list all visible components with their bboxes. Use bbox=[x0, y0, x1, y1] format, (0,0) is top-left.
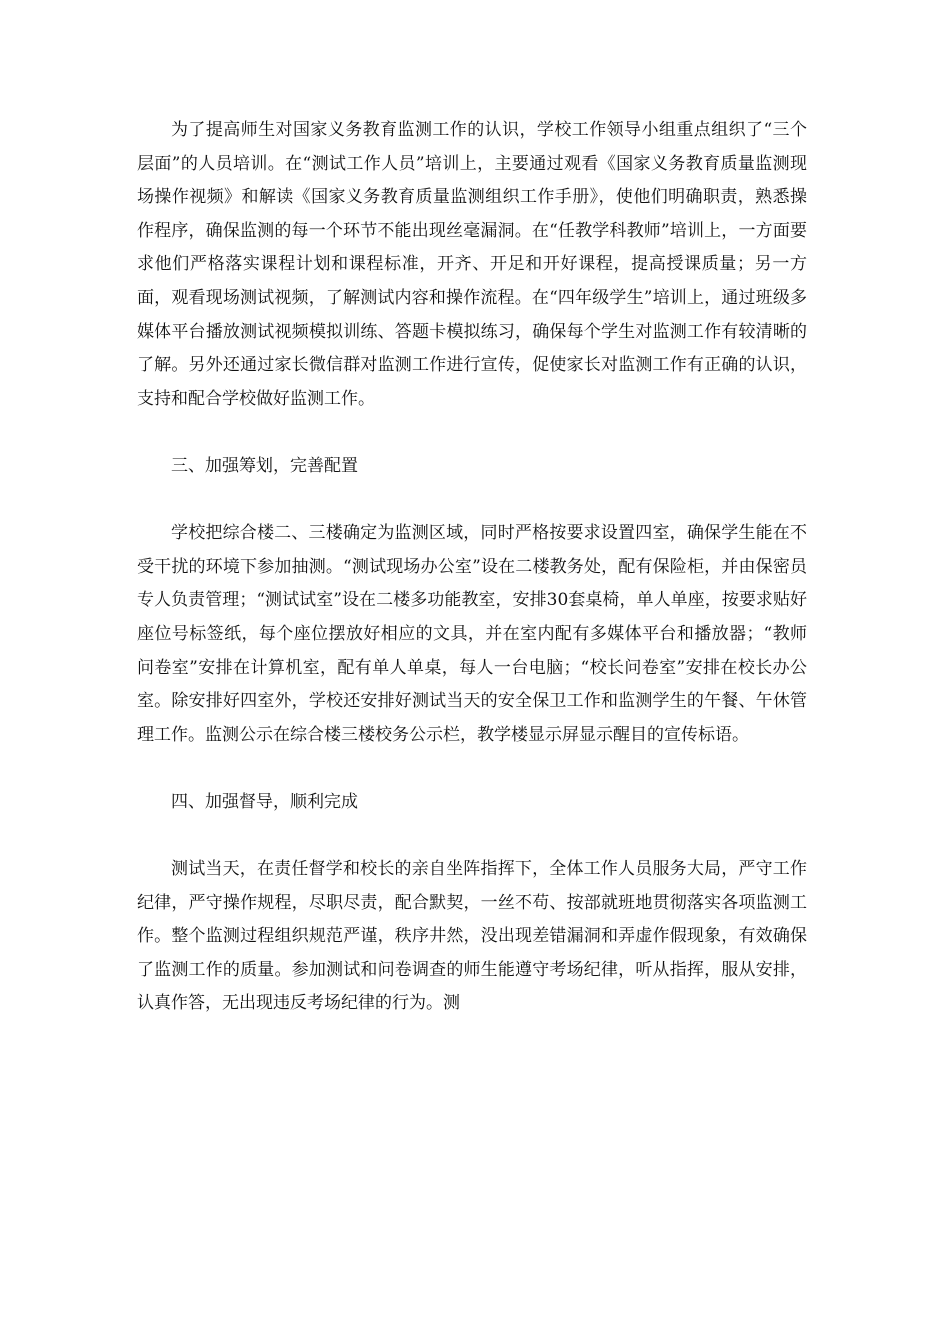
document-body bbox=[137, 114, 807, 1021]
paragraph-training: 为了提高师生对国家义务教育监测工作的认识，学校工作领导小组重点组织了“三个层面”的人员培训。在“测试工作人员”培训上，主要通过观看《国家义务教育质量监测现场操作视频》和解读《国家义务教育质量监测组织工作手册》，使他们明确职责，熟悉操作程序，确保监测的每一个环节不能出现丝毫漏洞。在“任教学科教师”培训上，一方面要求他们严格落实课程计划和课程标准，开齐、开足和开好课程，提高授课质量；另一方面，观看现场测试视频，了解测试内容和操作流程。在“四年级学生”培训上，通过班级多媒体平台播放测试视频模拟训练、答题卡模拟练习，确保每个学生对监测工作有较清晰的了解。另外还通过家长微信群对监测工作进行宣传，促使家长对监测工作有正确的认识，支持和配合学校做好监测工作。 bbox=[137, 120, 807, 409]
paragraph-spacer bbox=[137, 416, 807, 450]
paragraph-supervision: 测试当天，在责任督学和校长的亲自坐阵指挥下，全体工作人员服务大局，严守工作纪律，严守操作规程，尽职尽责，配合默契，一丝不苟、按部就班地贯彻落实各项监测工作。整个监测过程组织规范严谨，秩序井然，没出现差错漏洞和弄虚作假现象，有效确保了监测工作的质量。参加测试和问卷调查的师生能遵守考场纪律，听从指挥，服从安排，认真作答，无出现违反考场纪律的行为。测 bbox=[137, 859, 807, 1014]
paragraph-spacer bbox=[137, 819, 807, 853]
paragraph-spacer bbox=[137, 752, 807, 786]
paragraph-configuration: 学校把综合楼二、三楼确定为监测区域，同时严格按要求设置四室，确保学生能在不受干扰的环境下参加抽测。“测试现场办公室”设在二楼教务处，配有保险柜，并由保密员专人负责管理；“测试试室”设在二楼多功能教室，安排30套桌椅，单人单座，按要求贴好座位号标签纸，每个座位摆放好相应的文具，并在室内配有多媒体平台和播放器；“教师问卷室”安排在计算机室，配有单人单桌，每人一台电脑；“校长问卷室”安排在校长办公室。除安排好四室外，学校还安排好测试当天的安全保卫工作和监测学生的午餐、午休管理工作。监测公示在综合楼三楼校务公示栏，教学楼显示屏显示醒目的宣传标语。 bbox=[137, 523, 807, 745]
paragraph-spacer bbox=[137, 484, 807, 518]
section-heading-three: 三、加强筹划，完善配置 bbox=[171, 455, 358, 476]
section-heading-four: 四、加强督导，顺利完成 bbox=[171, 791, 358, 812]
